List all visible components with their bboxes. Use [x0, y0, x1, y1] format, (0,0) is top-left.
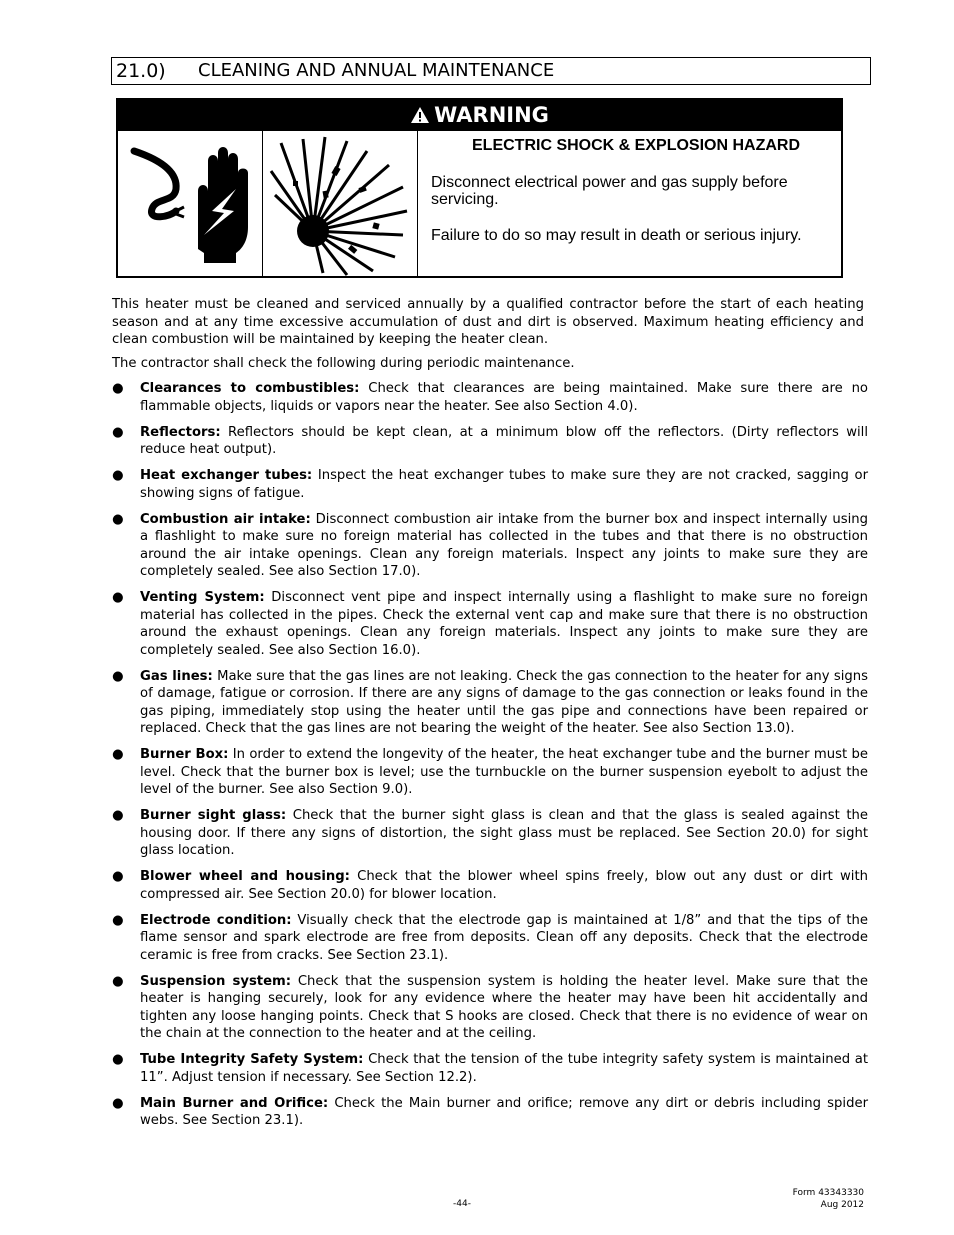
explosion-icon	[263, 131, 418, 278]
list-item: ● Electrode condition: Visually check that the electrode gap is maintained at 1/8” and that the tips of the flame sensor and spark electrode are free from deposits. Clean off any deposits. Check that the electrode ceramic is free from cracks. See Section 23.1).	[112, 912, 868, 963]
section-title: CLEANING AND ANNUAL MAINTENANCE	[198, 60, 555, 81]
list-item: ● Reflectors: Reflectors should be kept clean, at a minimum blow off the reflectors. (Dirty reflectors will reduce heat output).	[112, 424, 868, 457]
warning-consequence: Failure to do so may result in death or serious injury.	[431, 227, 802, 244]
bullet-icon: ●	[112, 590, 124, 605]
list-item: ● Venting System: Disconnect vent pipe and inspect internally using a flashlight to make sure no foreign material has collected in the pipes. Check the external vent cap and make sure that there is no obstruction around the exhaust openings. Clean any foreign materials. Inspect any joints to make sure they are completely sealed. See also Section 16.0).	[112, 590, 868, 658]
list-item: ● Heat exchanger tubes: Inspect the heat exchanger tubes to make sure they are not cracked, sagging or showing signs of fatigue.	[112, 468, 868, 501]
warning-banner	[118, 100, 841, 131]
bullet-icon: ●	[112, 668, 124, 684]
hazard-title: ELECTRIC SHOCK & EXPLOSION HAZARD	[472, 137, 801, 154]
bullet-icon: ●	[112, 381, 124, 396]
bullet-icon: ●	[112, 869, 124, 884]
list-item: ● Burner Box: In order to extend the longevity of the heater, the heat exchanger tube and the burner must be level. Check that the burner box is level; use the turnbuckle on the burner suspension eyebolt to adjust the level of the burner. See also Section 9.0).	[112, 747, 868, 797]
bullet-icon: ●	[112, 973, 124, 989]
warning-banner-text: WARNING	[434, 103, 549, 127]
list-item: ● Main Burner and Orifice: Check the Main burner and orifice; remove any dirt or debris including spider webs. See Section 23.1).	[112, 1095, 868, 1128]
warning-triangle-icon	[410, 102, 430, 133]
intro-paragraph: This heater must be cleaned and serviced annually by a qualified contractor before the start of each heating season and at any time excessive accumulation of dust and dirt is observed. Maximum heating efficiency and clean combustion will be maintained by keeping the heater clean.	[112, 297, 864, 347]
section-number: 21.0)	[116, 60, 166, 82]
warning-instruction: Disconnect electrical power and gas supply before servicing.	[431, 174, 788, 208]
bullet-icon: ●	[112, 1095, 124, 1111]
bullet-icon: ●	[112, 1052, 124, 1067]
list-item: ● Suspension system: Check that the suspension system is holding the heater level. Make sure that the heater is hanging securely, look for any evidence where the heater may have been hit accidentally and tighten any loose hanging points. Check that S hooks are closed. Check that there is no evidence of wear on the chain at the connection to the heater and at the ceiling.	[112, 973, 868, 1041]
list-item: ● Burner sight glass: Check that the burner sight glass is clean and that the glass is sealed against the housing door. If there any signs of distortion, the sight glass must be replaced. See Section 20.0) for sight glass location.	[112, 808, 868, 858]
intro-paragraph-2: The contractor shall check the following during periodic maintenance.	[112, 356, 575, 371]
list-item: ● Combustion air intake: Disconnect combustion air intake from the burner box and inspect internally using a flashlight to make sure no foreign material has collected in the tubes and that there is no obstruction around the air intake openings. Clean any foreign materials. Inspect any joints to make sure they are completely sealed. See also Section 17.0).	[112, 511, 868, 579]
list-item: ● Tube Integrity Safety System: Check that the tension of the tube integrity safety system is maintained at 11”. Adjust tension if necessary. See Section 12.2).	[112, 1052, 868, 1085]
list-item: ● Clearances to combustibles: Check that clearances are being maintained. Make sure there are no flammable objects, liquids or vapors near the heater. See also Section 4.0).	[112, 381, 868, 414]
list-item: ● Blower wheel and housing: Check that the blower wheel spins freely, blow out any dust or dirt with compressed air. See Section 20.0) for blower location.	[112, 869, 868, 902]
maintenance-checklist	[112, 380, 868, 1138]
bullet-icon: ●	[112, 424, 124, 440]
form-date: Aug 2012	[820, 1200, 864, 1210]
bullet-icon: ●	[112, 747, 124, 762]
warning-box	[116, 98, 843, 278]
form-number: Form 43343330	[792, 1188, 864, 1198]
list-item: ● Gas lines: Make sure that the gas lines are not leaking. Check the gas connection to the heater for any signs of damage, fatigue or corrosion. If there are any signs of damage to the gas connection or leaks found in the gas piping, immediately stop using the heater until the gas pipe and connections have been repaired or replaced. Check that the gas lines are not bearing the weight of the heater. See also Section 13.0).	[112, 668, 868, 736]
warning-text-panel	[418, 131, 841, 278]
bullet-icon: ●	[112, 511, 124, 527]
electric-shock-hand-icon	[118, 131, 263, 278]
bullet-icon: ●	[112, 808, 124, 823]
page-number: -44-	[453, 1199, 471, 1209]
form-info	[780, 1187, 864, 1211]
section-header	[111, 57, 871, 85]
bullet-icon: ●	[112, 468, 124, 483]
bullet-icon: ●	[112, 912, 124, 928]
